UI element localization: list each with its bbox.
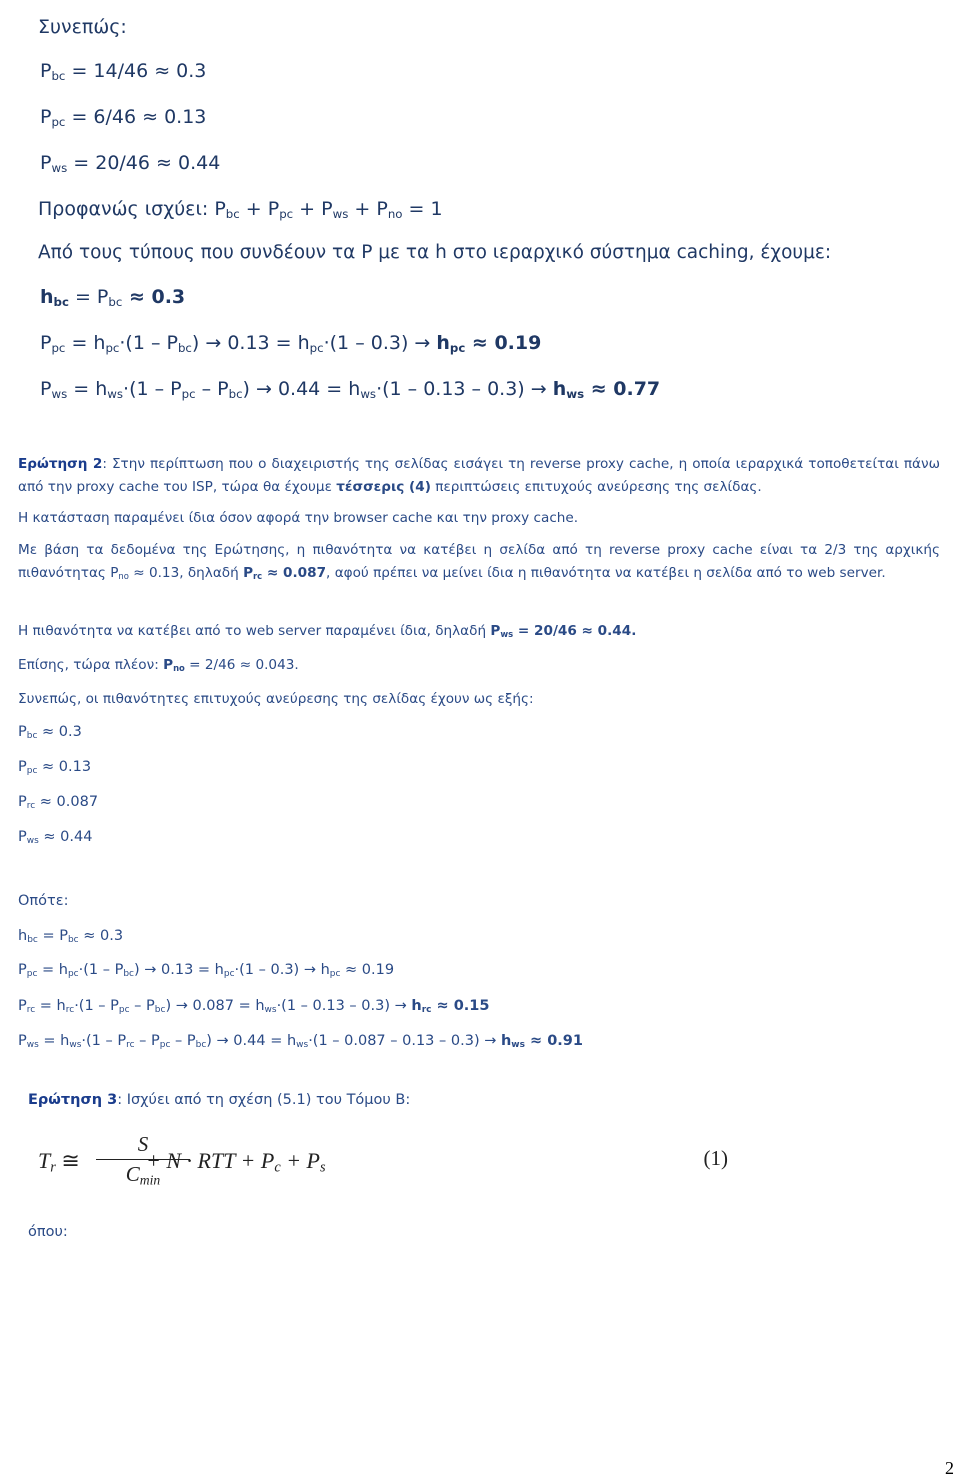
equation-number: (1)	[703, 1146, 728, 1170]
prob-p-rc: $P_{rc} \approx 0.087$	[18, 794, 99, 812]
formula-p-ws-derivation: $P_{ws} = h_{ws}\cdot(1 - P_{pc} - P_{bc}) \to 0.44 = h_{ws}\cdot(1 - 0.13 - 0.3) \to h_{ws} \approx 0.77$	[40, 378, 661, 401]
formula-rest: + N · RTT + $P_c + P_s$	[146, 1148, 326, 1176]
prob-p-bc: $P_{bc} \approx 0.3$	[18, 724, 82, 742]
page-number: 2	[945, 1458, 954, 1478]
question2-paragraph-6: Συνεπώς, οι πιθανότητες επιτυχούς ανεύρεσης της σελίδας έχουν ως εξής:	[18, 691, 534, 707]
where-label: όπου:	[28, 1224, 68, 1240]
formula-q2-p-rc: $P_{rc} = h_{rc}\cdot(1 - P_{pc} - P_{bc}) \to 0.087 = h_{ws}\cdot(1 - 0.13 - 0.3) \to h_{rc} \approx 0.15$	[18, 998, 490, 1016]
formula-p-pc-derivation: $P_{pc} = h_{pc}\cdot(1 - P_{bc}) \to 0.13 = h_{pc}\cdot(1 - 0.3) \to h_{pc} \approx 0.19$	[40, 332, 542, 355]
formula-p-pc: $P_{pc} = 6/46 \approx 0.13$	[40, 106, 207, 129]
question2-paragraph-3: Με βάση τα δεδομένα της Ερώτησης, η πιθανότητα να κατέβει η σελίδα από τη reverse proxy cache είναι τα 2/3 της αρχικής πιθανότητας $P_{no} \approx 0.13$, δηλαδή $P_{rc} \approx 0.087$, αφού πρέπει να μείνει ίδια η πιθανότητα να κατέβει η σελίδα από το web server.	[18, 542, 940, 582]
question2-paragraph-1: Ερώτηση 2: Στην περίπτωση που ο διαχειριστής της σελίδας εισάγει τη reverse proxy cache, η οποία ιεραρχικά τοποθετείται πάνω από την proxy cache του ISP, τώρα θα έχουμε τέσσερις (4) περιπτώσεις επιτυχούς ανεύρεσης της σελίδας.	[18, 456, 940, 495]
formula-sum-equals-one: Προφανώς ισχύει: $P_{bc} + P_{pc} + P_{ws} + P_{no} = 1$	[38, 198, 443, 221]
formula-q2-p-pc: $P_{pc} = h_{pc}\cdot(1 - P_{bc}) \to 0.13 = h_{pc}\cdot(1 - 0.3) \to h_{pc} \approx 0.19$	[18, 962, 395, 980]
hence-label: Οπότε:	[18, 893, 69, 909]
question3-label: Ερώτηση 3	[28, 1092, 118, 1108]
question2-paragraph-4: Η πιθανότητα να κατέβει από το web server παραμένει ίδια, δηλαδή $P_{ws} = 20/46 \approx 0.44$.	[18, 623, 637, 640]
heading-therefore: Συνεπώς:	[38, 16, 127, 38]
formula-q2-p-ws: $P_{ws} = h_{ws}\cdot(1 - P_{rc} - P_{pc} - P_{bc}) \to 0.44 = h_{ws}\cdot(1 - 0.087 - 0.13 - 0.3) \to h_{ws} \approx 0.91$	[18, 1033, 583, 1051]
formula-lhs: $T_r$ ≅	[38, 1148, 80, 1176]
question3-intro: Ερώτηση 3: Ισχύει από τη σχέση (5.1) του Τόμου Β:	[28, 1092, 411, 1108]
prob-p-ws: $P_{ws} \approx 0.44$	[18, 829, 93, 847]
formula-p-ws: $P_{ws} = 20/46 \approx 0.44$	[40, 152, 221, 175]
formula-fraction: S $C_{min}$	[96, 1132, 190, 1188]
question2-label: Ερώτηση 2	[18, 456, 103, 472]
formula-p-bc: $P_{bc} = 14/46 \approx 0.3$	[40, 60, 207, 83]
prob-p-pc: $P_{pc} \approx 0.13$	[18, 759, 92, 777]
question2-paragraph-2: Η κατάσταση παραμένει ίδια όσον αφορά την browser cache και την proxy cache.	[18, 510, 579, 526]
formula-q2-h-bc: $h_{bc} = P_{bc} \approx 0.3$	[18, 928, 124, 946]
formula-h-bc: $h_{bc} = P_{bc} \approx 0.3$	[40, 286, 186, 309]
transfer-time-formula	[38, 1132, 728, 1192]
intro-text: Από τους τύπους που συνδέουν τα P με τα h στο ιεραρχικό σύστημα caching, έχουμε:	[38, 242, 832, 263]
question2-paragraph-5: Επίσης, τώρα πλέον: $P_{no} = 2/46 \approx 0.043$.	[18, 657, 299, 674]
